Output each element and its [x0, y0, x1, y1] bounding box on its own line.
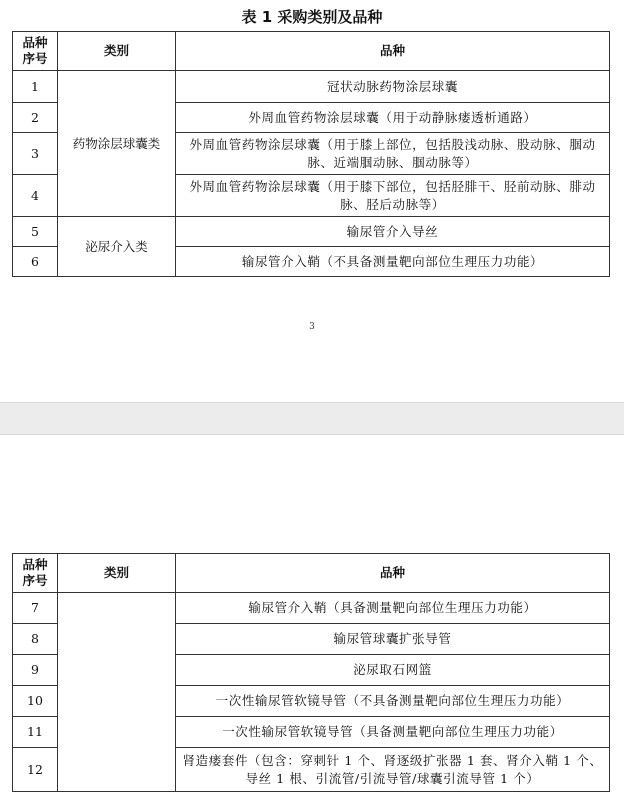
- variety-cell: 一次性输尿管软镜导管（不具备测量靶向部位生理压力功能）: [176, 686, 610, 717]
- header-variety: 品种: [176, 32, 610, 71]
- row-number: 2: [13, 103, 58, 133]
- table-header-row: [13, 554, 610, 593]
- variety-cell: 外周血管药物涂层球囊（用于膝上部位，包括股浅动脉、股动脉、腘动脉、近端腘动脉、腘动脉等）: [176, 133, 610, 175]
- category-cell: [58, 593, 176, 792]
- header-seq-line1: 品种: [22, 557, 48, 572]
- row-number: 1: [13, 71, 58, 103]
- row-number: 8: [13, 624, 58, 655]
- variety-cell: 输尿管球囊扩张导管: [176, 624, 610, 655]
- page-separator: [0, 402, 624, 435]
- header-category: 类别: [58, 554, 176, 593]
- variety-cell: 输尿管介入导丝: [176, 217, 610, 247]
- variety-cell: 一次性输尿管软镜导管（具备测量靶向部位生理压力功能）: [176, 717, 610, 748]
- table-row: [13, 71, 610, 103]
- row-number: 9: [13, 655, 58, 686]
- header-variety: 品种: [176, 554, 610, 593]
- header-seq: [13, 32, 58, 71]
- procurement-table-2: [12, 553, 610, 792]
- row-number: 4: [13, 175, 58, 217]
- row-number: 10: [13, 686, 58, 717]
- header-seq-line1: 品种: [22, 35, 48, 50]
- variety-cell: 输尿管介入鞘（具备测量靶向部位生理压力功能）: [176, 593, 610, 624]
- header-seq: [13, 554, 58, 593]
- variety-cell: 外周血管药物涂层球囊（用于动静脉瘘透析通路）: [176, 103, 610, 133]
- header-category: 类别: [58, 32, 176, 71]
- category-cell: 药物涂层球囊类: [58, 71, 176, 217]
- variety-cell: 肾造瘘套件（包含：穿刺针 1 个、肾逐级扩张器 1 套、肾介入鞘 1 个、导丝 1 根、引流管/引流导管/球囊引流导管 1 个）: [176, 748, 610, 792]
- header-seq-line2: 序号: [22, 573, 48, 588]
- variety-cell: 泌尿取石网篮: [176, 655, 610, 686]
- table-title: 表 1 采购类别及品种: [241, 8, 383, 26]
- table-row: [13, 217, 610, 247]
- table-header-row: [13, 32, 610, 71]
- header-seq-line2: 序号: [22, 51, 48, 66]
- variety-cell: 冠状动脉药物涂层球囊: [176, 71, 610, 103]
- row-number: 11: [13, 717, 58, 748]
- category-cell: 泌尿介入类: [58, 217, 176, 277]
- row-number: 6: [13, 247, 58, 277]
- variety-cell: 外周血管药物涂层球囊（用于膝下部位，包括胫腓干、胫前动脉、腓动脉、胫后动脉等）: [176, 175, 610, 217]
- row-number: 12: [13, 748, 58, 792]
- variety-cell: 输尿管介入鞘（不具备测量靶向部位生理压力功能）: [176, 247, 610, 277]
- row-number: 7: [13, 593, 58, 624]
- page-number: 3: [309, 322, 315, 332]
- procurement-table-1: [12, 31, 610, 277]
- row-number: 3: [13, 133, 58, 175]
- table-row: [13, 593, 610, 624]
- row-number: 5: [13, 217, 58, 247]
